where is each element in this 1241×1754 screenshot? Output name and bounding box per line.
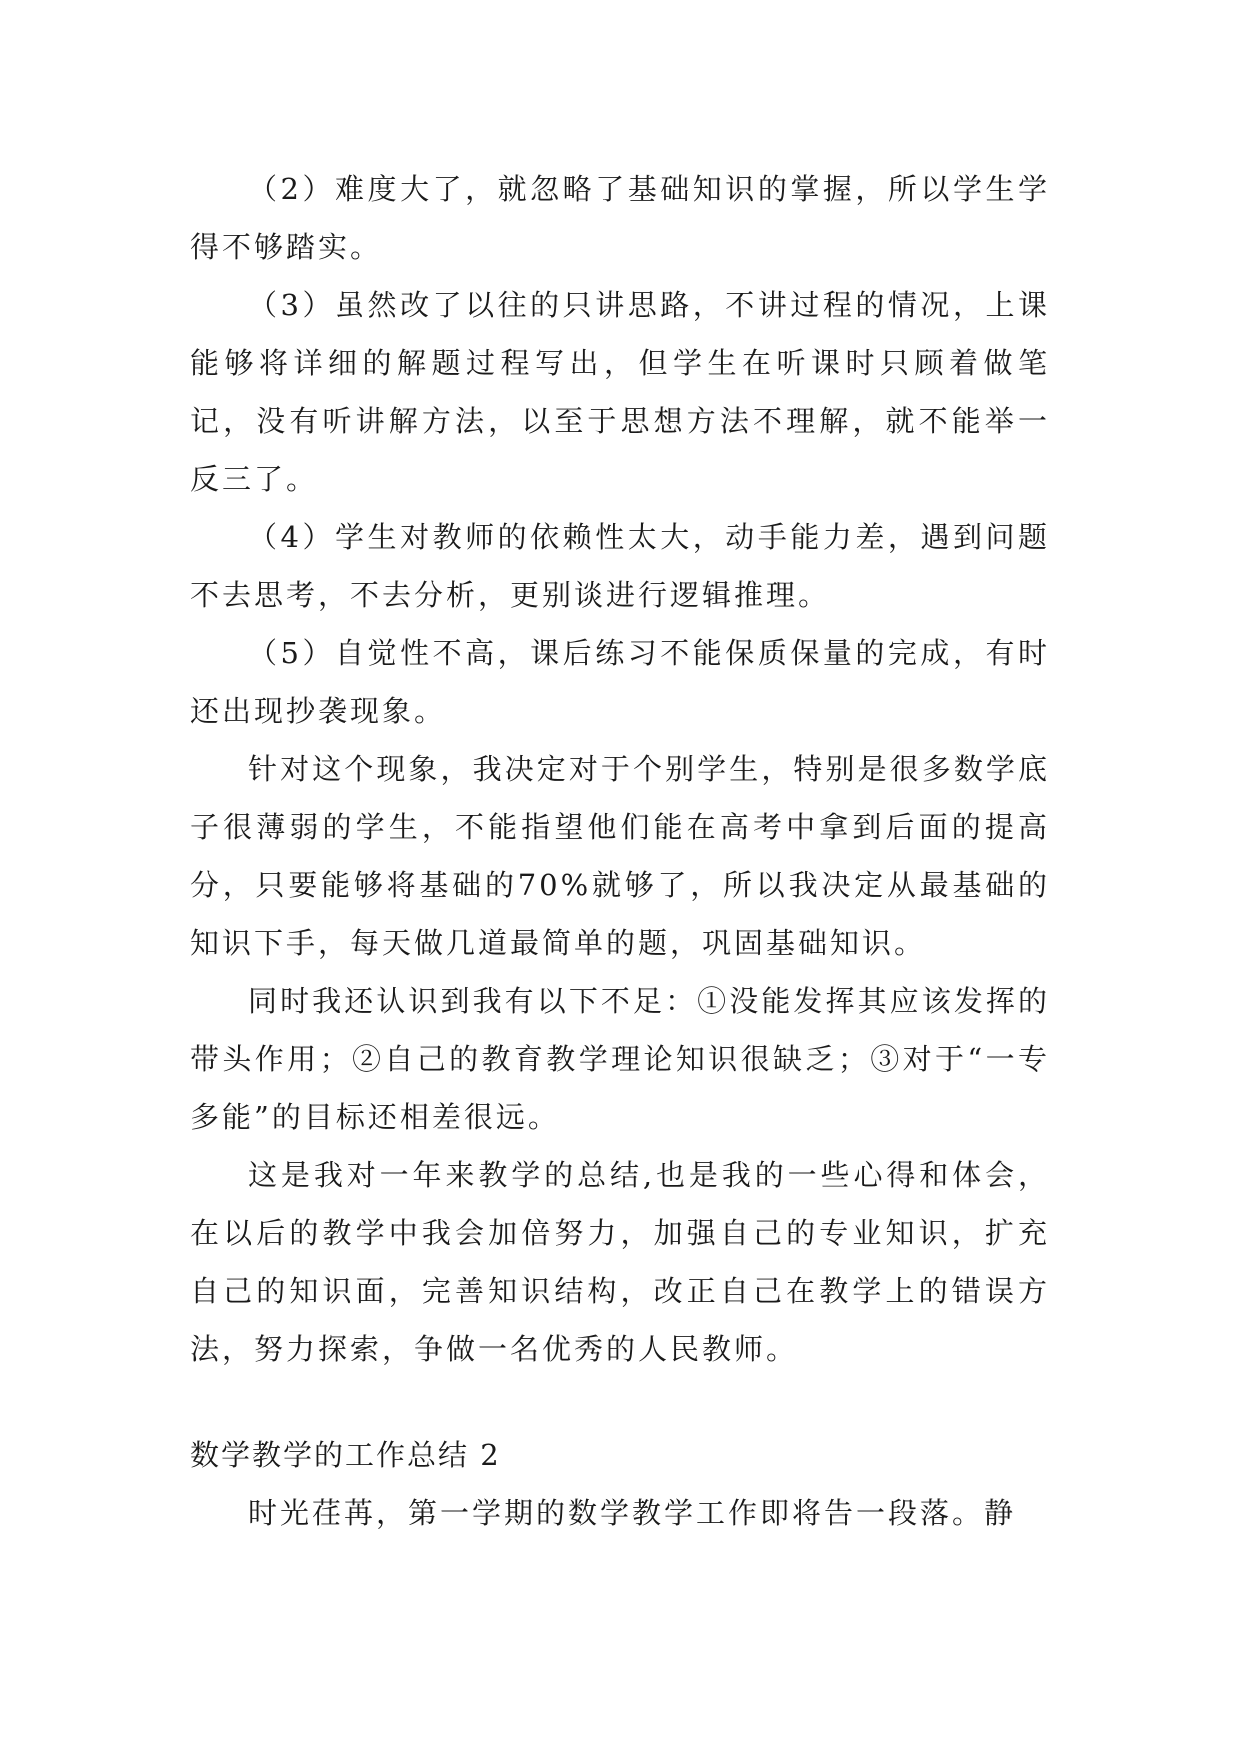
section-paragraph: 时光荏苒，第一学期的数学教学工作即将告一段落。静 <box>248 1496 1017 1530</box>
paragraph-self-discipline: （5）自觉性不高，课后练习不能保质保量的完成，有时还出现抄袭现象。 <box>190 636 1050 728</box>
section-title: 数学教学的工作总结 2 <box>190 1438 501 1472</box>
paragraph-conclusion: 这是我对一年来教学的总结,也是我的一些心得和体会，在以后的教学中我会加倍努力，加强自己的专业知识，扩充自己的知识面，完善知识结构，改正自己在教学上的错误方法，努力探索，争做一名优秀的人民教师。 <box>190 1158 1050 1366</box>
paragraph-difficulty: （2）难度大了，就忽略了基础知识的掌握，所以学生学得不够踏实。 <box>190 172 1050 264</box>
paragraph-process: （3）虽然改了以往的只讲思路，不讲过程的情况，上课能够将详细的解题过程写出，但学生在听课时只顾着做笔记，没有听讲解方法，以至于思想方法不理解，就不能举一反三了。 <box>190 288 1050 496</box>
paragraph-dependence: （4）学生对教师的依赖性太大，动手能力差，遇到问题不去思考，不去分析，更别谈进行逻辑推理。 <box>190 520 1050 612</box>
document-body <box>190 160 1050 1542</box>
paragraph-plan: 针对这个现象，我决定对于个别学生，特别是很多数学底子很薄弱的学生，不能指望他们能在高考中拿到后面的提高分，只要能够将基础的70%就够了，所以我决定从最基础的知识下手，每天做几道最简单的题，巩固基础知识。 <box>190 752 1050 960</box>
paragraph-shortcomings: 同时我还认识到我有以下不足：①没能发挥其应该发挥的带头作用；②自己的教育教学理论知识很缺乏；③对于“一专多能”的目标还相差很远。 <box>190 984 1050 1134</box>
